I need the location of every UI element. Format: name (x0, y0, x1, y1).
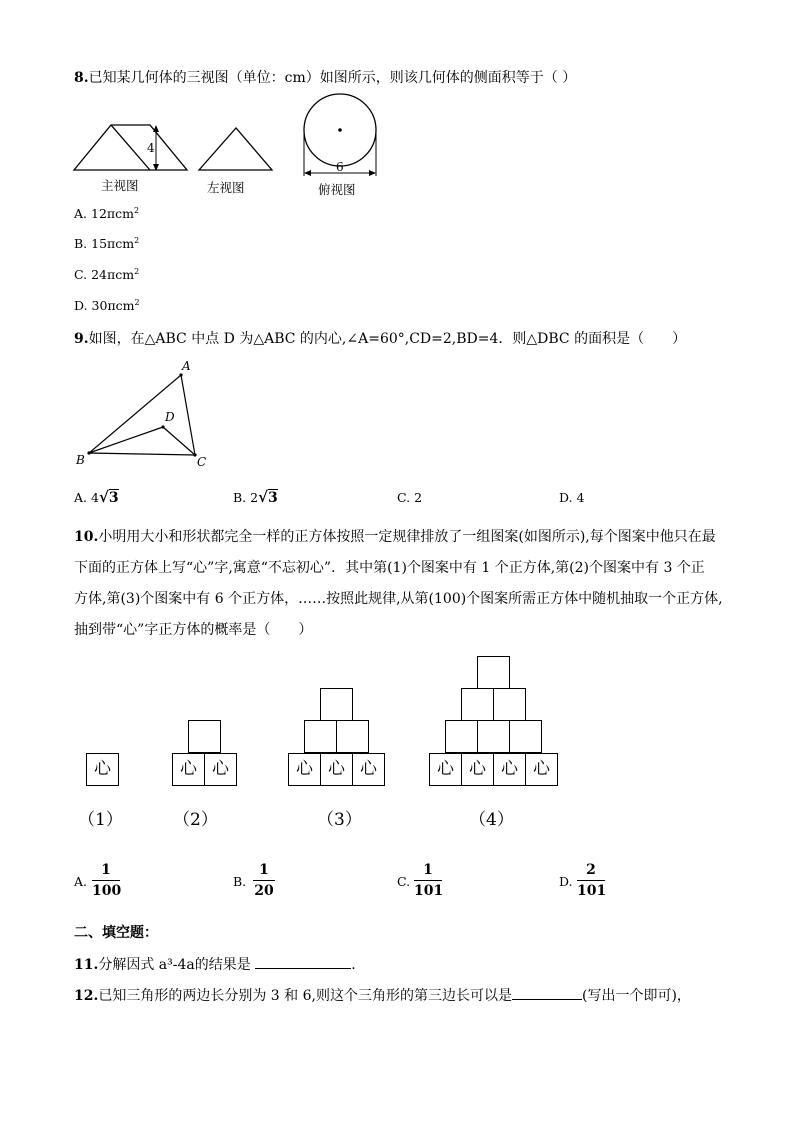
cube (509, 720, 542, 753)
question-10-line-3: 方体,第(3)个图案中有 6 个正方体，……按照此规律,从第(100)个图案所需正方体中随机抽取一个正方体, (74, 591, 723, 607)
cube (477, 656, 510, 689)
pattern-label-4: （4） (469, 810, 514, 830)
answer-blank[interactable] (512, 999, 582, 1000)
point-d (161, 425, 164, 428)
question-text: 已知某几何体的三视图（单位：cm）如图所示，则该几何体的侧面积等于（ ） (88, 70, 577, 86)
question-10-line-1: 10.小明用大小和形状都完全一样的正方体按照一定规律排放了一组图案(如图所示),每个图案中他只在最 (74, 529, 716, 545)
diameter-label: 6 (336, 160, 344, 174)
cube-xin: 心 (204, 753, 237, 786)
height-label: 4 (147, 141, 155, 155)
cube-xin: 心 (493, 753, 526, 786)
q9-option-a: A. 4√3 (74, 488, 119, 506)
q9-triangle-figure (0, 0, 794, 480)
q8-option-c: C. 24πcm$^2$ (74, 267, 140, 282)
cube-xin: 心 (172, 753, 205, 786)
cube (336, 720, 369, 753)
cube-xin: 心 (461, 753, 494, 786)
question-number: 8. (74, 70, 89, 86)
cube-xin: 心 (288, 753, 321, 786)
cube-xin: 心 (525, 753, 558, 786)
answer-blank[interactable] (255, 968, 351, 969)
q10-option-b-letter: B. (233, 874, 247, 889)
q9-option-c: C. 2 (397, 490, 423, 505)
cube (304, 720, 337, 753)
point-a (179, 373, 182, 376)
cube (477, 720, 510, 753)
question-12: 12.已知三角形的两边长分别为 3 和 6,则这个三角形的第三边长可以是 (写出一个即可)， (74, 988, 691, 1004)
question-11: 11.分解因式 a³-4a的结果是 . (74, 957, 356, 973)
q8-option-b: B. 15πcm$^2$ (74, 236, 140, 251)
q10-option-d-letter: D. (559, 874, 573, 889)
cube (188, 720, 221, 753)
label-a: A (182, 359, 191, 373)
q10-option-b-fraction: 1 20 (254, 862, 274, 899)
section-title: 二、填空题： (74, 925, 158, 941)
q9-option-b: B. 2√3 (233, 488, 278, 506)
segment-dc (163, 427, 195, 455)
pattern-label-1: （1） (78, 810, 123, 830)
pattern-label-3: （3） (317, 810, 362, 830)
question-10-line-4: 抽到带“心”字正方体的概率是（ ） (74, 622, 313, 638)
q9-option-d: D. 4 (559, 490, 585, 505)
top-view-label: 俯视图 (318, 182, 356, 197)
cube (445, 720, 478, 753)
q10-option-c-fraction: 1 101 (414, 862, 444, 899)
cube (461, 688, 494, 721)
front-view-label: 主视图 (101, 178, 139, 193)
side-view-label: 左视图 (207, 180, 245, 195)
label-b: B (76, 453, 85, 467)
cube-xin: 心 (429, 753, 462, 786)
pattern-label-2: （2） (173, 810, 218, 830)
segment-bd (89, 427, 163, 453)
point-b (87, 451, 90, 454)
q8-option-a: A. 12πcm$^2$ (74, 206, 140, 221)
triangle-abc (89, 375, 195, 455)
question-10-line-2: 下面的正方体上写“心”字,寓意“不忘初心”．其中第(1)个图案中有 1 个正方体,第(2)个图案中有 3 个正 (74, 560, 705, 576)
cube (493, 688, 526, 721)
q10-option-a-letter: A. (74, 874, 88, 889)
question-text: 如图，在△ABC 中点 D 为△ABC 的内心,∠A=60°,CD=2,BD=4．则△DBC 的面积是（ ） (88, 331, 687, 347)
label-d: D (165, 410, 175, 424)
cube (320, 688, 353, 721)
cube-xin: 心 (86, 753, 119, 786)
q10-option-d-fraction: 2 101 (577, 862, 607, 899)
q8-option-d: D. 30πcm$^2$ (74, 298, 140, 313)
q10-option-a-fraction: 1 100 (92, 862, 122, 899)
cube-xin: 心 (352, 753, 385, 786)
label-c: C (197, 455, 207, 469)
question-number: 9. (74, 331, 89, 347)
q10-option-c-letter: C. (397, 874, 411, 889)
cube-xin: 心 (320, 753, 353, 786)
